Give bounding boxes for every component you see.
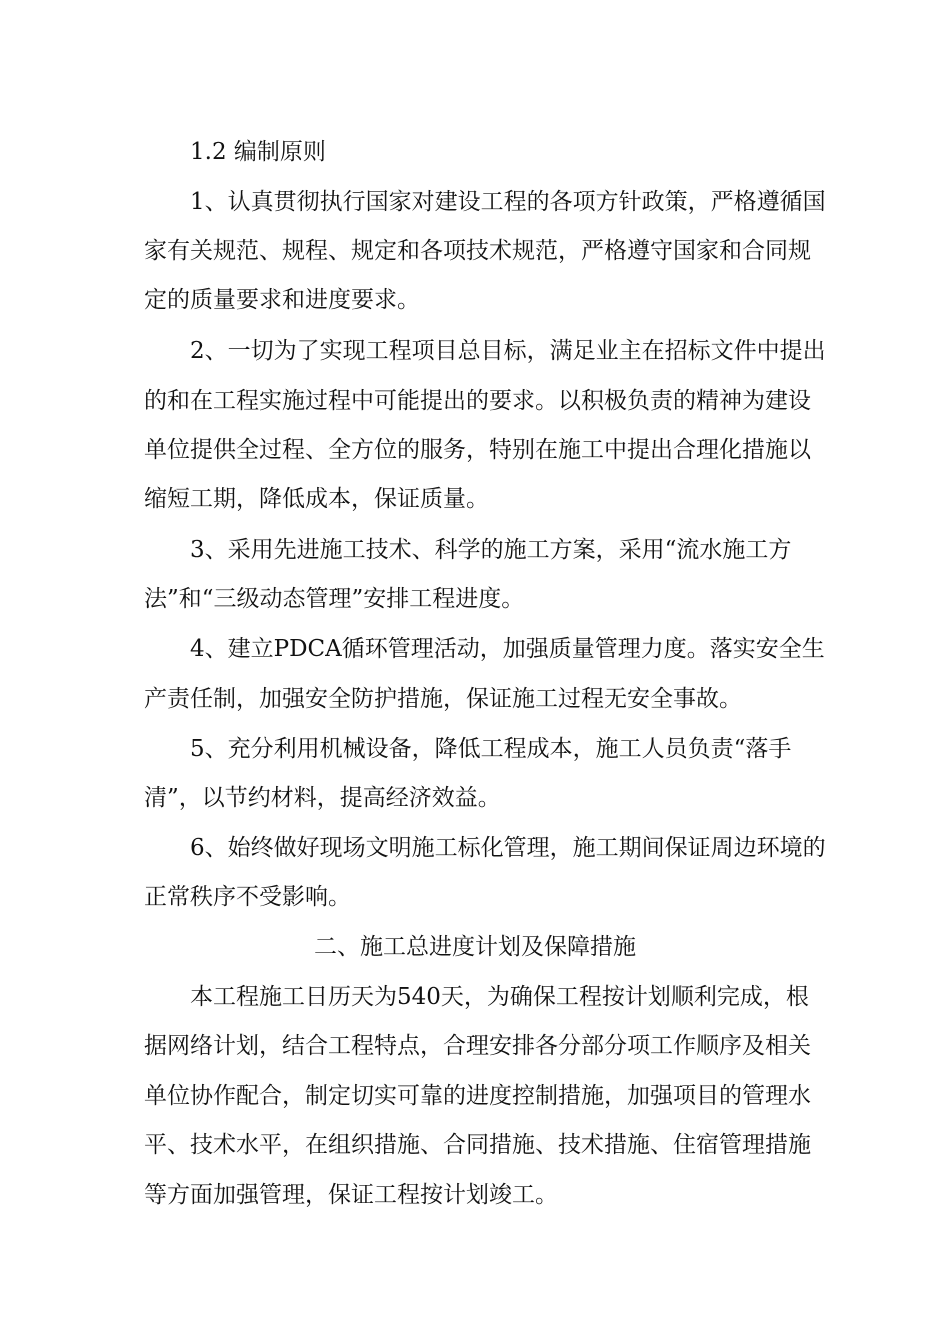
principle-3-line-2: 法”和“三级动态管理”安排工程进度。 — [144, 586, 525, 612]
principle-4-line-1: 4、建立PDCA循环管理活动，加强质量管理力度。落实安全生 — [190, 636, 825, 662]
section-heading: 1.2 编制原则 — [190, 139, 326, 165]
principle-5-line-2: 清”，以节约材料，提高经济效益。 — [144, 785, 501, 811]
principle-6-line-1: 6、始终做好现场文明施工标化管理，施工期间保证周边环境的 — [190, 835, 826, 861]
principle-2-line-1: 2、一切为了实现工程项目总目标，满足业主在招标文件中提出 — [190, 338, 826, 364]
principle-1-line-3: 定的质量要求和进度要求。 — [144, 287, 420, 313]
schedule-line-5: 等方面加强管理，保证工程按计划竣工。 — [144, 1182, 558, 1208]
principle-5-line-1: 5、充分利用机械设备，降低工程成本，施工人员负责“落手 — [190, 736, 792, 762]
chapter-heading: 二、施工总进度计划及保障措施 — [314, 934, 636, 960]
principle-6-line-2: 正常秩序不受影响。 — [144, 884, 351, 910]
schedule-line-4: 平、技术水平，在组织措施、合同措施、技术措施、住宿管理措施 — [144, 1132, 811, 1158]
schedule-line-1: 本工程施工日历天为540天，为确保工程按计划顺利完成，根 — [190, 984, 809, 1010]
principle-2-line-4: 缩短工期，降低成本，保证质量。 — [144, 486, 489, 512]
principle-2-line-2: 的和在工程实施过程中可能提出的要求。以积极负责的精神为建设 — [144, 388, 811, 414]
principle-1-line-1: 1、认真贯彻执行国家对建设工程的各项方针政策，严格遵循国 — [190, 189, 826, 215]
principle-3-line-1: 3、采用先进施工技术、科学的施工方案，采用“流水施工方 — [190, 537, 792, 563]
principle-4-line-2: 产责任制，加强安全防护措施，保证施工过程无安全事故。 — [144, 686, 742, 712]
schedule-line-2: 据网络计划，结合工程特点，合理安排各分部分项工作顺序及相关 — [144, 1033, 811, 1059]
schedule-line-3: 单位协作配合，制定切实可靠的进度控制措施，加强项目的管理水 — [144, 1083, 811, 1109]
principle-2-line-3: 单位提供全过程、全方位的服务，特别在施工中提出合理化措施以 — [144, 437, 811, 463]
principle-1-line-2: 家有关规范、规程、规定和各项技术规范，严格遵守国家和合同规 — [144, 238, 811, 264]
